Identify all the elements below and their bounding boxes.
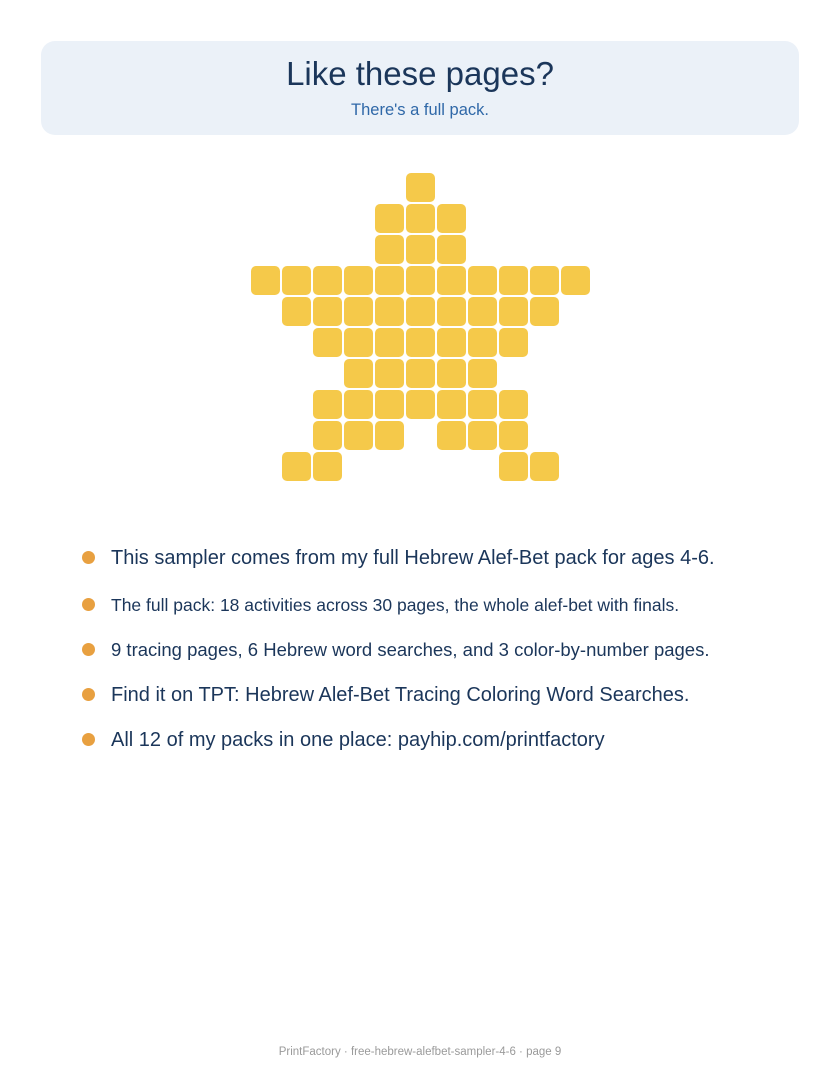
star-pixel [468, 421, 497, 450]
star-pixel [437, 235, 466, 264]
star-pixel [561, 266, 590, 295]
star-pixel [437, 390, 466, 419]
star-pixel [499, 266, 528, 295]
star-pixel [530, 266, 559, 295]
star-pixel [499, 297, 528, 326]
star-pixel [344, 328, 373, 357]
star-pixel [468, 266, 497, 295]
star-pixel [530, 297, 559, 326]
star-pixel [406, 235, 435, 264]
bullet-text: 9 tracing pages, 6 Hebrew word searches, and 3 color-by-number pages. [111, 639, 710, 660]
star-pixel [282, 297, 311, 326]
star-pixel [499, 390, 528, 419]
star-pixel [499, 328, 528, 357]
bullet-text: Find it on TPT: Hebrew Alef-Bet Tracing Coloring Word Searches. [111, 684, 690, 706]
star-pixel [437, 266, 466, 295]
star-pixel [375, 297, 404, 326]
star-pixel [468, 359, 497, 388]
star-pixel [313, 328, 342, 357]
star-pixel [375, 421, 404, 450]
star-pixel [437, 204, 466, 233]
bullet-dot-icon [82, 551, 95, 564]
star-icon [0, 0, 840, 520]
star-pixel [344, 421, 373, 450]
star-pixel [282, 266, 311, 295]
star-pixel [344, 266, 373, 295]
star-pixel [406, 173, 435, 202]
banner-subtitle: There's a full pack. [351, 101, 489, 119]
star-pixel [344, 359, 373, 388]
star-pixel [375, 235, 404, 264]
star-pixel [499, 452, 528, 481]
star-pixel [375, 328, 404, 357]
bullet-dot-icon [82, 598, 95, 611]
bullet-text: The full pack: 18 activities across 30 pages, the whole alef-bet with finals. [111, 595, 680, 615]
star-pixel [313, 452, 342, 481]
bullet-dot-icon [82, 688, 95, 701]
star-pixel [313, 297, 342, 326]
star-pixel [406, 266, 435, 295]
star-pixel [344, 390, 373, 419]
bullet-text: All 12 of my packs in one place: payhip.com/printfactory [111, 729, 605, 751]
star-pixel [468, 328, 497, 357]
bullet-dot-icon [82, 733, 95, 746]
page-footer: PrintFactory · free-hebrew-alefbet-sampler-4-6 · page 9 [278, 1046, 562, 1058]
star-pixel [313, 266, 342, 295]
star-pixel [406, 297, 435, 326]
star-pixel [375, 359, 404, 388]
star-pixel [406, 204, 435, 233]
star-pixel [406, 390, 435, 419]
star-pixel [406, 359, 435, 388]
star-pixel [375, 266, 404, 295]
star-pixel [282, 452, 311, 481]
star-pixel [375, 390, 404, 419]
star-pixel [437, 297, 466, 326]
star-pixel [437, 359, 466, 388]
star-pixel [530, 452, 559, 481]
star-pixel [468, 390, 497, 419]
star-pixel [251, 266, 280, 295]
star-pixel [437, 421, 466, 450]
star-pixel [406, 328, 435, 357]
star-pixel [313, 421, 342, 450]
star-pixel [344, 297, 373, 326]
star-pixel [437, 328, 466, 357]
bullet-text: This sampler comes from my full Hebrew Alef-Bet pack for ages 4-6. [111, 547, 715, 569]
star-pixel [375, 204, 404, 233]
star-pixel [468, 297, 497, 326]
star-pixel [499, 421, 528, 450]
bullet-dot-icon [82, 643, 95, 656]
star-pixel [313, 390, 342, 419]
banner-title: Like these pages? [286, 55, 554, 92]
